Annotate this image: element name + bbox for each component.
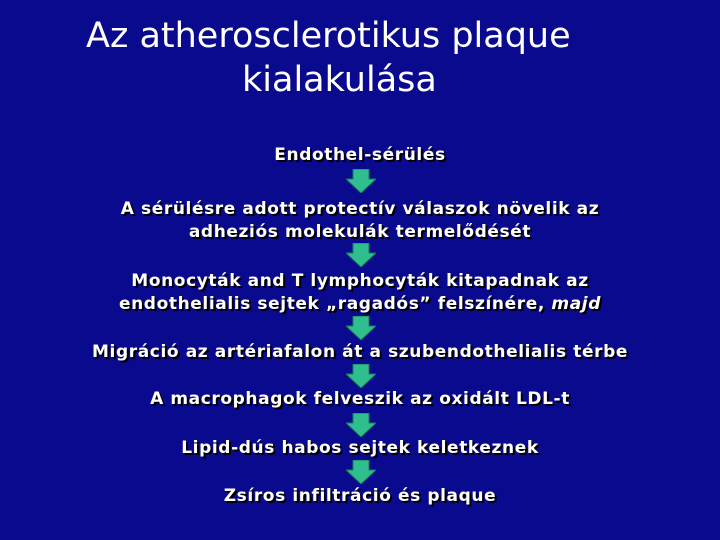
- step-text-line: Lipid-dús habos sejtek keletkeznek: [181, 438, 539, 458]
- slide-title-line-2: kialakulása: [242, 60, 437, 100]
- step-text-line: Monocyták and T lymphocyták kitapadnak az: [131, 271, 589, 291]
- down-arrow-icon: [346, 413, 376, 437]
- step-text-main: endothelialis sejtek „ragadós” felszínére,: [118, 294, 545, 314]
- step-text-line: [0, 293, 720, 316]
- slide-title-line-1: Az atherosclerotikus plaque: [86, 16, 571, 56]
- down-arrow-icon: [346, 243, 376, 267]
- step-protective-response: [0, 198, 720, 244]
- step-macrophage-ldl: [0, 388, 720, 411]
- step-foam-cells: [0, 437, 720, 460]
- step-adhesion: [0, 270, 720, 316]
- step-text-line: A macrophagok felveszik az oxidált LDL-t: [150, 389, 570, 409]
- step-fatty-infiltration: [0, 485, 720, 508]
- step-endothel-injury: [0, 144, 720, 167]
- step-text-line: Endothel-sérülés: [274, 145, 446, 165]
- down-arrow-icon: [346, 460, 376, 484]
- step-text-italic: majd: [544, 294, 602, 314]
- step-text-line: Zsíros infiltráció és plaque: [223, 486, 497, 506]
- step-migration: [0, 341, 720, 364]
- down-arrow-icon: [346, 316, 376, 340]
- step-text-line: A sérülésre adott protectív válaszok növelik az: [120, 199, 600, 219]
- down-arrow-icon: [346, 169, 376, 193]
- down-arrow-icon: [346, 364, 376, 388]
- step-text-line: Migráció az artériafalon át a szubendothelialis térbe: [92, 342, 628, 362]
- step-text-line: adheziós molekulák termelődését: [188, 222, 532, 242]
